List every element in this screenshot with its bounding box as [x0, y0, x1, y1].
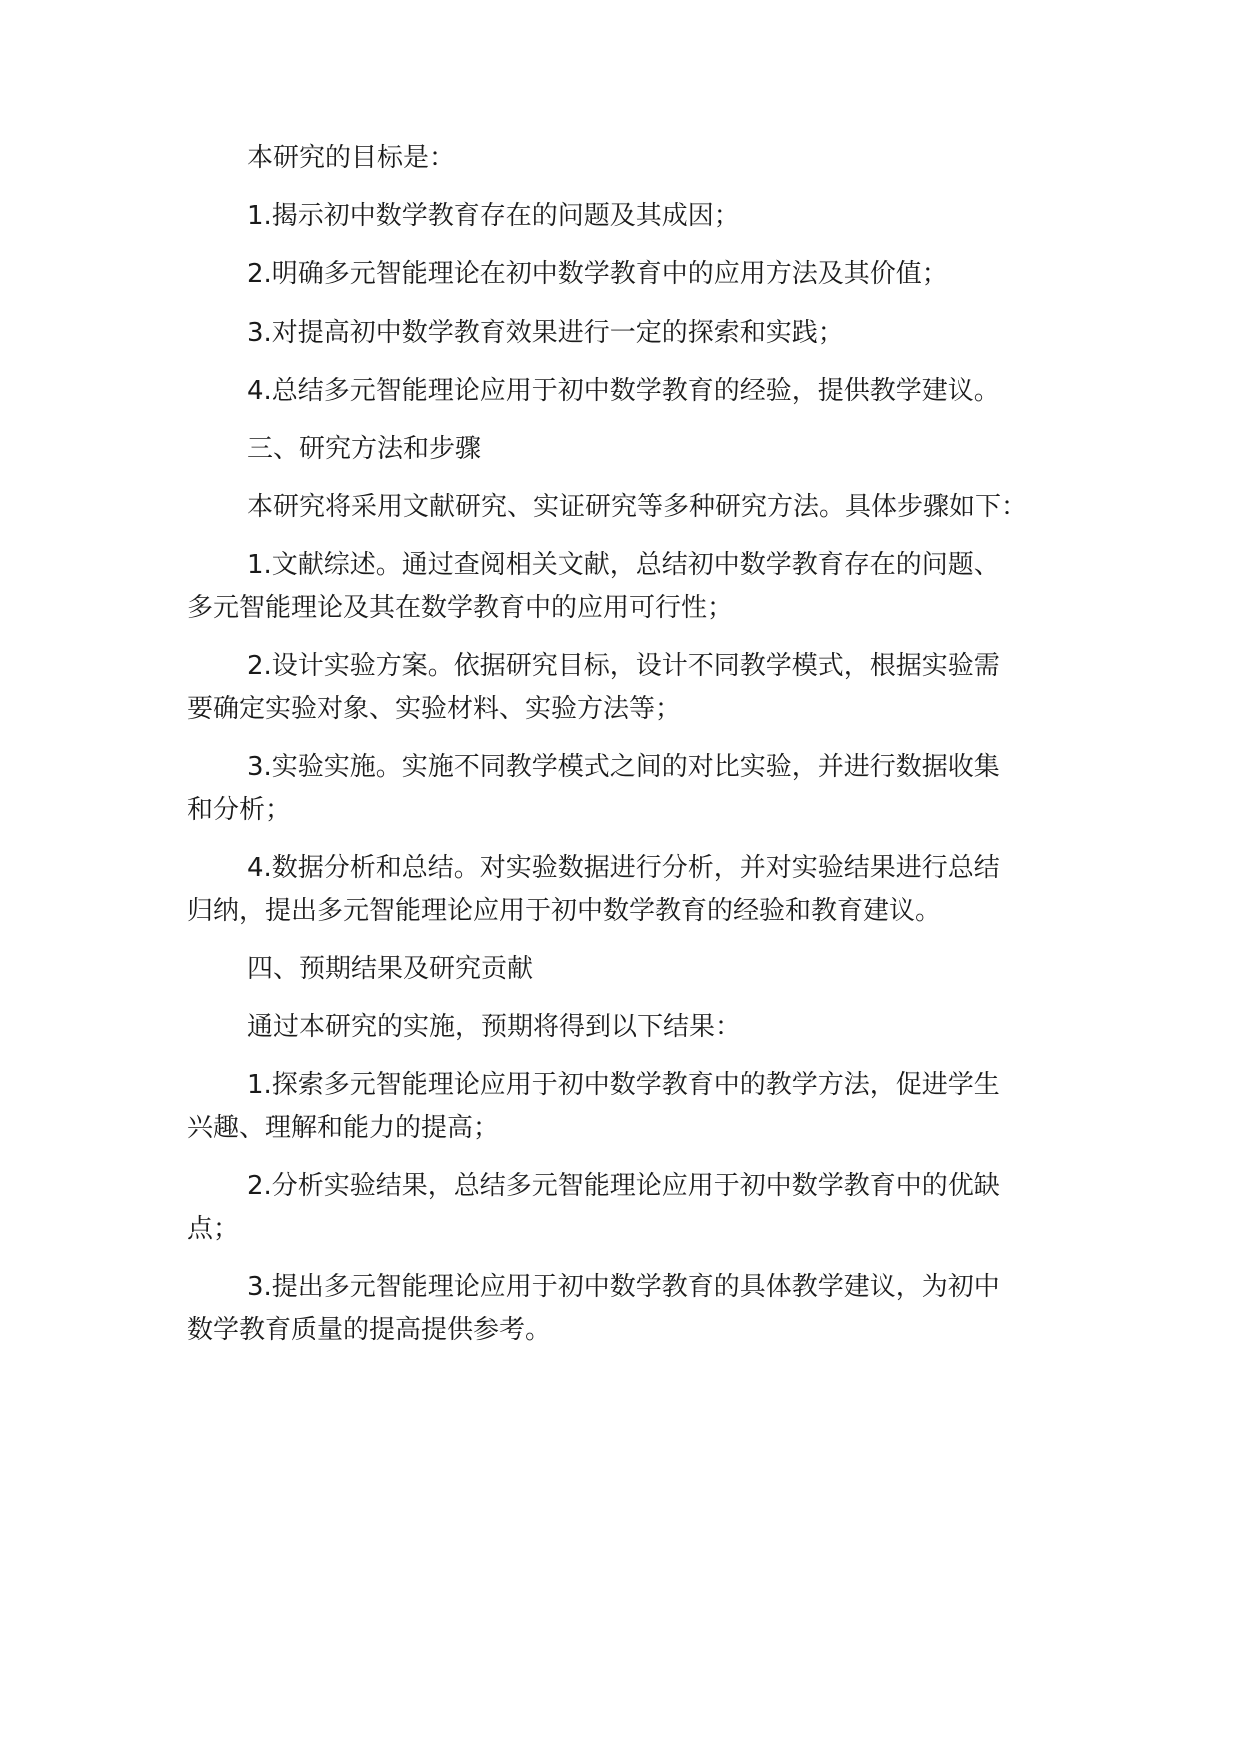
goal-item-2: 2.明确多元智能理论在初中数学教育中的应用方法及其价值；: [247, 259, 948, 289]
section-heading-results: 四、预期结果及研究贡献: [247, 954, 534, 984]
section-heading-methods: 三、研究方法和步骤: [247, 434, 482, 464]
step-item-2-line-2: 要确定实验对象、实验材料、实验方法等；: [187, 694, 682, 724]
result-item-3-line-1: 3.提出多元智能理论应用于初中数学教育的具体教学建议，为初中: [247, 1272, 1000, 1302]
step-item-4-line-2: 归纳，提出多元智能理论应用于初中数学教育的经验和教育建议。: [187, 896, 942, 926]
result-item-2-line-1: 2.分析实验结果，总结多元智能理论应用于初中数学教育中的优缺: [247, 1171, 1000, 1201]
result-item-3-line-2: 数学教育质量的提高提供参考。: [187, 1315, 552, 1345]
paragraph-goals-intro: 本研究的目标是：: [247, 143, 456, 173]
step-item-1-line-1: 1.文献综述。通过查阅相关文献，总结初中数学教育存在的问题、: [247, 550, 1000, 580]
paragraph-results-intro: 通过本研究的实施，预期将得到以下结果：: [247, 1012, 742, 1042]
result-item-1-line-2: 兴趣、理解和能力的提高；: [187, 1113, 500, 1143]
paragraph-methods-intro: 本研究将采用文献研究、实证研究等多种研究方法。具体步骤如下：: [247, 492, 1028, 522]
goal-item-4: 4.总结多元智能理论应用于初中数学教育的经验，提供教学建议。: [247, 376, 1000, 406]
step-item-1-line-2: 多元智能理论及其在数学教育中的应用可行性；: [187, 593, 734, 623]
step-item-2-line-1: 2.设计实验方案。依据研究目标，设计不同教学模式，根据实验需: [247, 651, 1000, 681]
goal-item-3: 3.对提高初中数学教育效果进行一定的探索和实践；: [247, 318, 844, 348]
step-item-3-line-1: 3.实验实施。实施不同教学模式之间的对比实验，并进行数据收集: [247, 752, 1000, 782]
step-item-3-line-2: 和分析；: [187, 795, 292, 825]
goal-item-1: 1.揭示初中数学教育存在的问题及其成因；: [247, 201, 740, 231]
result-item-1-line-1: 1.探索多元智能理论应用于初中数学教育中的教学方法，促进学生: [247, 1070, 1000, 1100]
result-item-2-line-2: 点；: [187, 1214, 240, 1244]
step-item-4-line-1: 4.数据分析和总结。对实验数据进行分析，并对实验结果进行总结: [247, 853, 1000, 883]
